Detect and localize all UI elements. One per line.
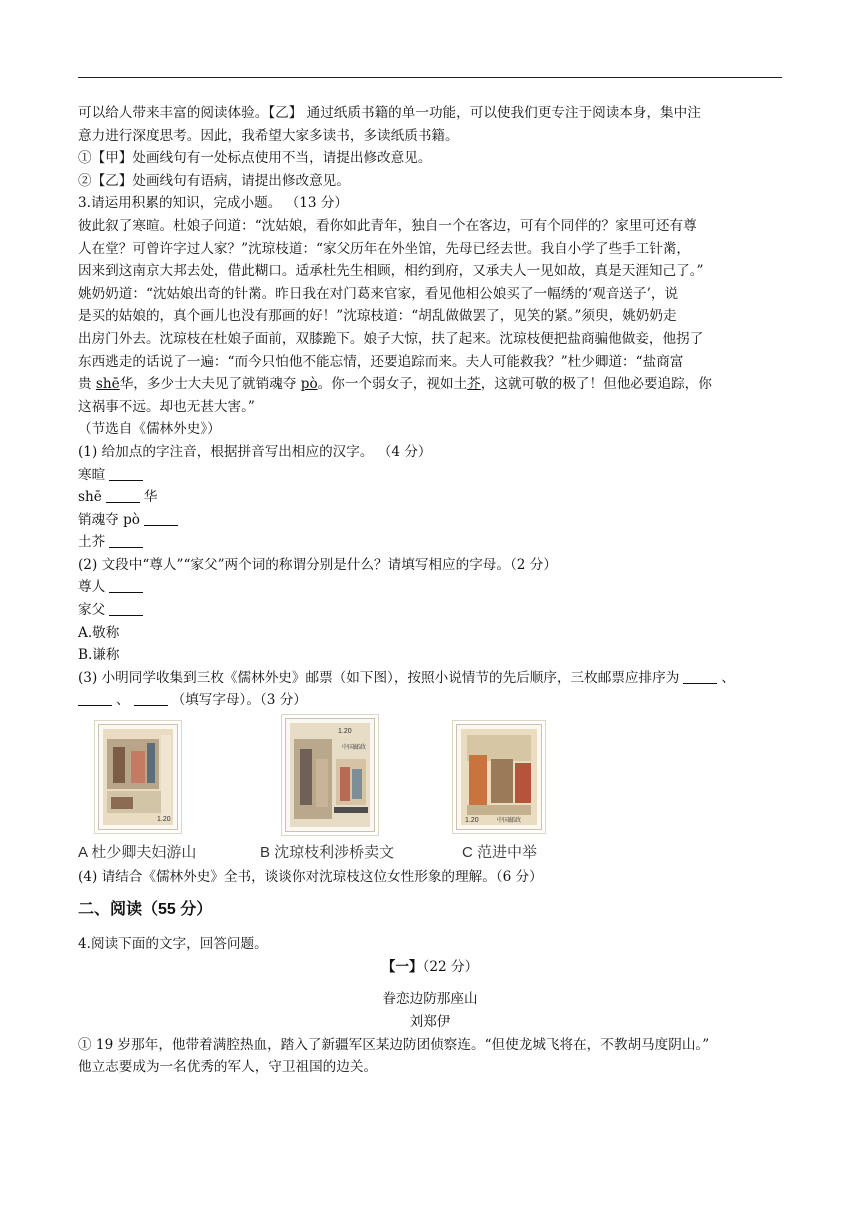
passage-line: 是买的姑娘的，真个画儿也没有那画的好！”沈琼枝道：“胡乱做做罢了，见笑的紧。”须臾，姚奶奶走 bbox=[78, 308, 677, 325]
stamp-country: 中国邮政 bbox=[342, 745, 367, 752]
text-line: ①【甲】处画线句有一处标点使用不当，请提出修改意见。 bbox=[78, 150, 432, 167]
text-seg: 华，多少士大夫见了就销魂夺 bbox=[119, 376, 301, 393]
question-text: （填写字母）。（3 分） bbox=[171, 692, 307, 709]
answer-row bbox=[78, 599, 782, 622]
answer-label: shē bbox=[78, 489, 102, 506]
option-line: A.敬称 bbox=[78, 624, 120, 641]
passage-line: 东西逃走的话说了一遍：“而今只怕他不能忘情，还要追踪而来。夫人可能救我？”杜少卿道：“盐商富 bbox=[78, 353, 684, 370]
passage-line: 因来到这南京大邦去处，借此糊口。适承杜先生相顾，相约到府，又承夫人一见如故，真是天涯知己了。” bbox=[78, 263, 704, 280]
passage-line: 姚奶奶道：“沈姑娘出奇的针黹。昨日我在对门葛来官家，看见他相公娘买了一幅绣的‘观音送子’，说 bbox=[78, 285, 679, 302]
part-heading bbox=[78, 956, 782, 979]
answer-blank[interactable] bbox=[683, 669, 717, 684]
question-3-heading: 3.请运用积累的知识，完成小题。 （13 分） bbox=[78, 195, 349, 212]
answer-label: 尊人 bbox=[78, 579, 106, 596]
sub-question-1: (1) 给加点的字注音，根据拼音写出相应的汉字。 （4 分） bbox=[78, 443, 432, 460]
passage-line: 这祸事不远。却也无甚大害。” bbox=[78, 398, 255, 415]
question-4-heading: 4.阅读下面的文字，回答问题。 bbox=[78, 936, 268, 953]
sub-question-2: (2) 文段中“尊人”“家父”两个词的称谓分别是什么？请填写相应的字母。（2 分） bbox=[78, 556, 557, 573]
answer-blank[interactable] bbox=[109, 533, 143, 548]
answer-blank[interactable] bbox=[134, 691, 168, 706]
article-author: 刘郑伊 bbox=[409, 1014, 451, 1030]
stamp-b-caption: B 沈琼枝利涉桥卖文 bbox=[260, 844, 395, 862]
answer-label: 华 bbox=[143, 489, 158, 506]
text-seg: ，这就可敬的极了！但他必要追踪，你 bbox=[480, 376, 712, 393]
stamp-c-caption: C 范进中举 bbox=[462, 844, 538, 862]
answer-label: 土芥 bbox=[78, 534, 106, 551]
underlined-pinyin: pò bbox=[300, 376, 318, 393]
text-seg: 。你一个弱女子，视如土 bbox=[317, 376, 468, 393]
part-score: （22 分） bbox=[422, 958, 479, 975]
answer-row: 、 （填写字母）。（3 分） bbox=[78, 689, 782, 712]
stamp-a-image bbox=[98, 724, 178, 830]
answer-row bbox=[78, 486, 782, 509]
answer-blank[interactable] bbox=[106, 488, 140, 503]
answer-blank[interactable] bbox=[109, 578, 143, 593]
answer-label: 家父 bbox=[78, 602, 106, 619]
answer-blank[interactable] bbox=[78, 691, 112, 706]
part-marker: 【一】 bbox=[381, 958, 423, 975]
answer-blank[interactable] bbox=[109, 466, 143, 481]
stamp-value: 1.20 bbox=[157, 816, 171, 824]
passage-line: 人在堂？可曾许字过人家？”沈琼枝道：“家父历年在外坐馆，先母已经去世。我自小学了些手工针黹， bbox=[78, 240, 691, 257]
answer-row bbox=[78, 464, 782, 487]
stamp-a-caption: A 杜少卿夫妇游山 bbox=[78, 844, 197, 862]
underlined-pinyin: shē bbox=[95, 376, 120, 393]
stamp-b-image bbox=[285, 718, 375, 832]
source-note: （节选自《儒林外史》） bbox=[78, 421, 221, 438]
answer-blank[interactable] bbox=[144, 511, 178, 526]
question-text: (3) 小明同学收集到三枚《儒林外史》邮票（如下图），按照小说情节的先后顺序，三枚邮票应排序为 bbox=[78, 669, 680, 686]
text-line: 可以给人带来丰富的阅读体验。【乙】 通过纸质书籍的单一功能，可以使我们更专注于阅读本身，集中注 bbox=[78, 105, 701, 121]
article-title: 眷恋边防那座山 bbox=[382, 991, 478, 1008]
passage-line: 出房门外去。沈琼枝在杜娘子面前，双膝跪下。娘子大惊，扶了起来。沈琼枝便把盐商骗他做妾，他拐了 bbox=[78, 330, 704, 347]
stamp-b-art bbox=[286, 719, 374, 831]
stamp-figure bbox=[78, 718, 782, 866]
sub-question-4: (4) 请结合《儒林外史》全书，谈谈你对沈琼枝这位女性形象的理解。（6 分） bbox=[78, 869, 543, 886]
header-rule bbox=[78, 77, 782, 78]
section-heading: 二、阅读（55 分） bbox=[78, 900, 213, 918]
stamp-value: 1.20 bbox=[338, 728, 352, 736]
answer-row bbox=[78, 576, 782, 599]
passage-line: 彼此叙了寒暄。杜娘子问道：“沈姑娘，看你如此青年，独自一个在客边，可有个同伴的？家里可还有尊 bbox=[78, 217, 697, 234]
text-line: 意力进行深度思考。因此，我希望大家多读书，多读纸质书籍。 bbox=[78, 127, 459, 144]
stamp-a-art bbox=[99, 725, 177, 829]
underlined-char: 芥 bbox=[467, 376, 481, 393]
passage-line bbox=[78, 373, 782, 396]
answer-blank[interactable] bbox=[109, 601, 143, 616]
text-line: ②【乙】处画线句有语病，请提出修改意见。 bbox=[78, 172, 350, 189]
stamp-country: 中国邮政 bbox=[497, 818, 522, 825]
document-body bbox=[78, 102, 782, 1079]
article-line: ① 19 岁那年，他带着满腔热血，踏入了新疆军区某边防团侦察连。“但使龙城飞将在，不教胡马度阴山。” bbox=[78, 1036, 710, 1053]
option-line: B.谦称 bbox=[78, 647, 120, 664]
article-line: 他立志要成为一名优秀的军人，守卫祖国的边关。 bbox=[78, 1059, 378, 1076]
stamp-c-image bbox=[456, 724, 542, 830]
answer-row bbox=[78, 531, 782, 554]
answer-label: 寒暄 bbox=[78, 466, 106, 483]
answer-row bbox=[78, 509, 782, 532]
stamp-value: 1.20 bbox=[465, 817, 479, 825]
stamp-c-art bbox=[457, 725, 541, 829]
sub-question-3: (3) 小明同学收集到三枚《儒林外史》邮票（如下图），按照小说情节的先后顺序，三枚邮票应排序为 、 bbox=[78, 669, 735, 686]
text-seg: 贵 bbox=[78, 376, 96, 393]
answer-label: 销魂夺 pò bbox=[78, 511, 140, 528]
